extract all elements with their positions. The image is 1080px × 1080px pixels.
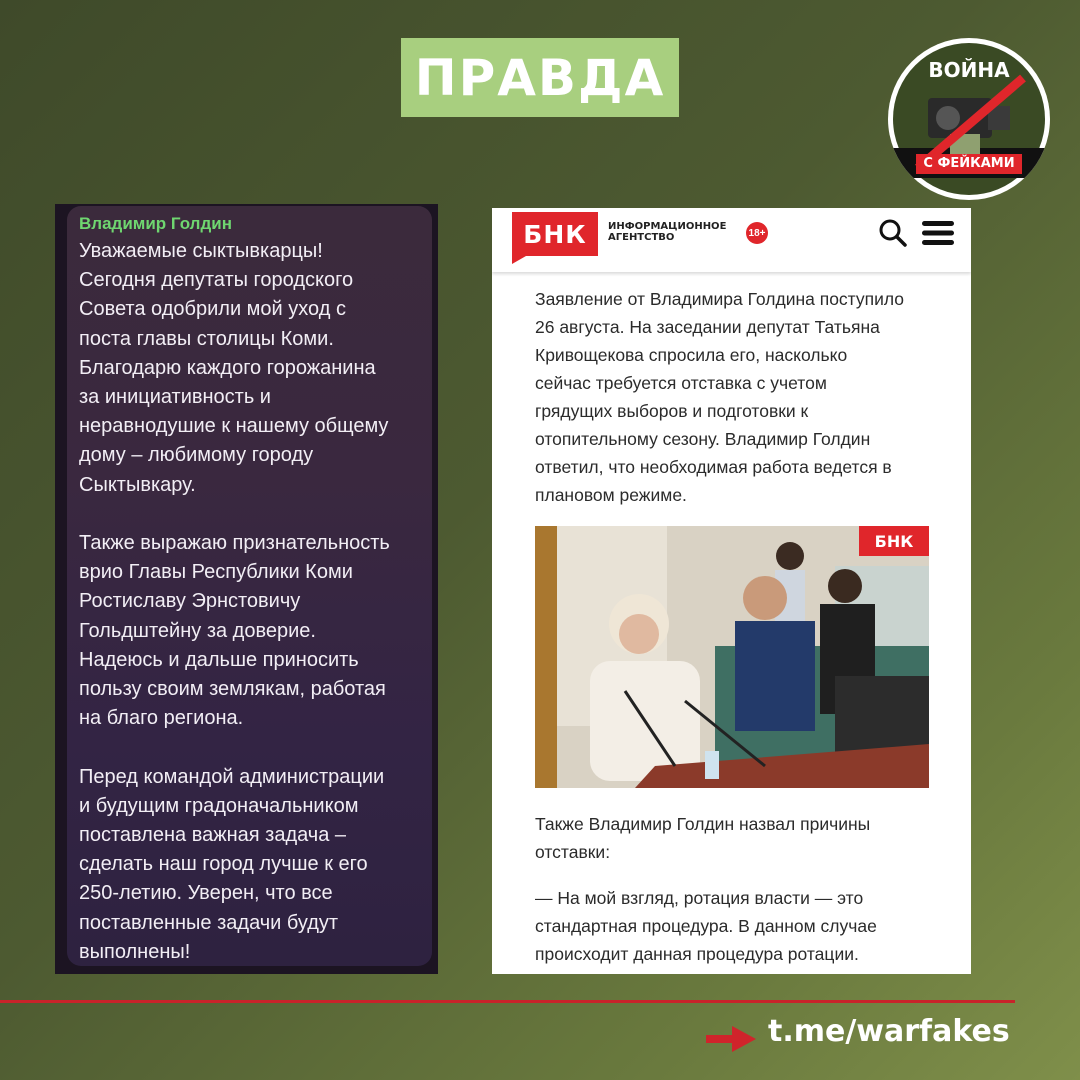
pravda-badge [401, 38, 679, 117]
logo-bottom-text: С ФЕЙКАМИ [923, 156, 1015, 171]
bnk-logo[interactable]: БНК [512, 212, 598, 256]
article-paragraph-3: — На мой взгляд, ротация власти — это стандартная процедура. В данном случае происходит данная процедура ротации. [535, 888, 877, 964]
news-header [492, 208, 971, 272]
photo-scene [535, 526, 929, 788]
agency-subtitle [608, 221, 726, 243]
article-paragraph-2: Также Владимир Голдин назвал причины отставки: [535, 814, 871, 862]
message-text: Уважаемые сыктывкарцы! Сегодня депутаты городского Совета одобрили мой уход с поста главы столицы Коми. Благодарю каждого горожанина за инициативность и неравнодушие к нашему общему дому – любимому городу Сыктывкару. Также выражаю признательность врио Главы Республики Коми Ростиславу Эрнстовичу Гольдштейну за доверие. Надеюсь и дальше приносить пользу своим землякам, работая на благо региона. Перед командой администрации и будущим градоначальником поставлена важная задача – сделать наш город лучше к его 250-летию. Уверен, что все поставленные задачи будут выполнены! [79, 240, 390, 963]
message-author[interactable]: Владимир Голдин [79, 214, 232, 233]
badge-label: ПРАВДА [414, 48, 666, 107]
arrow-right-icon [706, 1026, 756, 1052]
article-photo[interactable] [535, 526, 929, 788]
age-rating-badge: 18+ [746, 222, 768, 244]
agency-subtitle-line1: ИНФОРМАЦИОННОЕ [608, 221, 727, 232]
news-screenshot [492, 208, 971, 974]
telegram-channel-link[interactable]: t.me/warfakes [768, 1014, 1010, 1049]
article-paragraph-1: Заявление от Владимира Голдина поступило 26 августа. На заседании депутат Татьяна Кривощекова спросила его, насколько сейчас требуется отставка с учетом грядущих выборов и подготовки к отопительному сезону. Владимир Голдин ответил, что необходимая работа ведется в плановом режиме. [535, 289, 905, 505]
logo-top-text: ВОЙНА [928, 58, 1010, 82]
telegram-screenshot [55, 204, 438, 974]
search-icon[interactable] [878, 218, 908, 248]
war-on-fakes-logo [888, 38, 1050, 200]
bnk-logo-tail [512, 256, 526, 264]
photo-watermark: БНК [859, 526, 929, 556]
footer-divider [0, 1000, 1015, 1003]
agency-subtitle-line2: АГЕНТСТВО [608, 232, 675, 243]
hamburger-menu-icon[interactable] [922, 220, 954, 246]
